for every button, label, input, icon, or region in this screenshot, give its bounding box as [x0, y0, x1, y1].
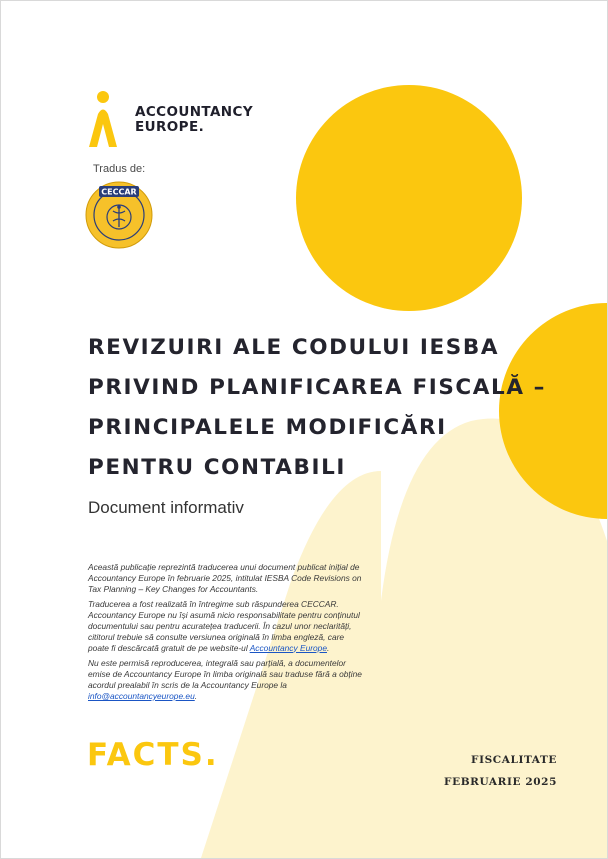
disclaimer-paragraph-2-text: Traducerea a fost realizată în întregime sub răspunderea CECCAR. Accountancy Europe nu își asumă nicio responsabilitate pentru conținutul documentului sau pentru acuratețea traducerii. În cazul unor neclarități, cititorul trebuie să consulte versiunea originală în limba engleză, care poate fi descărcată gratuit de pe website-ul: [88, 599, 360, 653]
contact-email-link[interactable]: info@accountancyeurope.eu: [88, 690, 195, 701]
translated-by-label: Tradus de:: [93, 163, 146, 175]
logo-line-2: EUROPE.: [135, 119, 205, 135]
title-line: PRIVIND PLANIFICAREA FISCALĂ –: [88, 375, 547, 400]
facts-series-logo: FACTS.: [87, 737, 219, 773]
ceccar-seal-text: CECCAR: [101, 187, 137, 197]
logo-wordmark: [135, 105, 253, 135]
accountancy-europe-website-link[interactable]: Accountancy Europe: [249, 642, 327, 653]
accountancy-europe-logo: [88, 90, 253, 148]
title-line: PENTRU CONTABILI: [88, 455, 346, 480]
title-line: REVIZUIRI ALE CODULUI IESBA: [88, 335, 500, 360]
ceccar-seal-icon: [85, 181, 153, 249]
disclaimer-paragraph-2: Traducerea a fost realizată în întregime sub răspunderea CECCAR. Accountancy Europe nu își asumă nicio responsabilitate pentru conținutul documentului sau pentru acuratețea traducerii. În cazul unor neclarități, cititorul trebuie să consulte versiunea originală în limba engleză, care poate fi descărcată gratuit de pe website-ul Accountancy Europe.: [88, 599, 360, 653]
accountancy-europe-logo-icon: [88, 90, 118, 148]
disclaimer-paragraph-3: Nu este permisă reproducerea, integrală sau parțială, a documentelor emise de Accountancy Europe în limba originală sau traduse fără a obține acordul prealabil în scris de la Accountancy Europe la info@accountancyeurope.eu.: [88, 658, 362, 701]
disclaimer-paragraph-1: Această publicație reprezintă traducerea unui document publicat inițial de Accountancy Europe în februarie 2025, intitulat IESBA Code Revisions on Tax Planning – Key Changes for Accountants.: [88, 562, 362, 594]
document-subtitle: Document informativ: [88, 498, 244, 517]
logo-line-1: ACCOUNTANCY: [135, 104, 253, 120]
document-meta: [444, 749, 557, 793]
document-title: [88, 328, 546, 488]
title-line: PRINCIPALELE MODIFICĂRI: [88, 415, 447, 440]
document-date: FEBRUARIE 2025: [444, 776, 557, 788]
disclaimer-paragraph-3-text: Nu este permisă reproducerea, integrală sau parțială, a documentelor emise de Accountancy Europe în limba originală sau traduse fără a obține acordul prealabil în scris de la Accountancy Europe la: [88, 658, 362, 690]
translation-disclaimer: [88, 562, 363, 707]
document-category: FISCALITATE: [471, 754, 557, 766]
decorative-yellow-circle: [296, 85, 522, 311]
